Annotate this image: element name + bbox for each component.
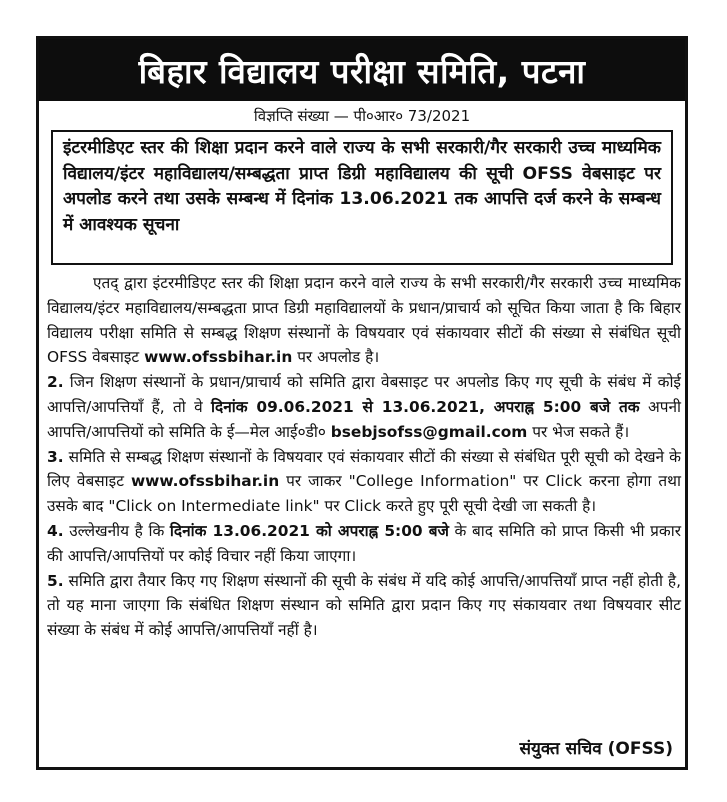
website-link-2[interactable]: www.ofssbihar.in	[130, 472, 280, 491]
paragraph-3-text-b: पर जाकर "College Information" पर Click करना होगा तथा उसके बाद "Click on Intermediate link" पर Click करते हुए पूरी सूची देखी जा सकती है।	[47, 472, 681, 516]
paragraph-1	[47, 271, 681, 370]
paragraph-2-number: 2.	[47, 373, 64, 392]
paragraph-2-deadline: दिनांक 09.06.2021 से 13.06.2021, अपराह्न 5:00 बजे तक	[211, 397, 640, 416]
paragraph-4-text-b: के बाद समिति को प्राप्त किसी भी प्रकार की आपत्ति/आपत्तियों पर कोई विचार नहीं किया जाएगा।	[47, 521, 681, 565]
paragraph-5-text: समिति द्वारा तैयार किए गए शिक्षण संस्थानों की सूची के संबंध में यदि कोई आपत्ति/आपत्तियाँ प्राप्त नहीं होती है, तो यह माना जाएगा कि संबंधित शिक्षण संस्थान को समिति द्वारा प्रदान किए गए संकायवार तथा विषयवार सीट संख्या के संबंध में कोई आपत्ति/आपत्तियाँ नहीं है।	[47, 571, 681, 640]
subject-box	[51, 130, 673, 265]
subject-text: इंटरमीडिएट स्तर की शिक्षा प्रदान करने वाले राज्य के सभी सरकारी/गैर सरकारी उच्च माध्यमिक विद्यालय/इंटर महाविद्यालय/सम्बद्धता प्राप्त डिग्री महाविद्यालय की सूची OFSS वेबसाइट पर अपलोड करने तथा उसके सम्बन्ध में दिनांक 13.06.2021 तक आपत्ति दर्ज करने के सम्बन्ध में आवश्यक सूचना	[63, 138, 661, 235]
website-link[interactable]: www.ofssbihar.in	[144, 348, 293, 367]
paragraph-4-deadline: दिनांक 13.06.2021 को अपराह्न 5:00 बजे	[169, 521, 449, 540]
paragraph-2-text-c: पर भेज सकते हैं।	[527, 422, 630, 441]
notice-header	[39, 39, 685, 101]
paragraph-4-number: 4.	[47, 521, 64, 540]
paragraph-5	[47, 569, 681, 643]
notice-body	[47, 271, 681, 643]
paragraph-2	[47, 370, 681, 444]
notice-frame	[36, 36, 688, 770]
paragraph-1-tail: पर अपलोड है।	[292, 348, 380, 367]
paragraph-4-text-a: उल्लेखनीय है कि	[63, 521, 170, 540]
notice-title: बिहार विद्यालय परीक्षा समिति, पटना	[138, 51, 586, 91]
paragraph-2-text-a: जिन शिक्षण संस्थानों के प्रधान/प्राचार्य को समिति द्वारा वेबसाइट पर अपलोड किए गए सूची के संबंध में कोई आपत्ति/आपत्तियाँ हैं, तो वे	[47, 373, 681, 416]
signature: संयुक्त सचिव (OFSS)	[519, 739, 673, 759]
paragraph-1-text: एतद् द्वारा इंटरमीडिएट स्तर की शिक्षा प्रदान करने वाले राज्य के सभी सरकारी/गैर सरकारी उच्च माध्यमिक विद्यालय/इंटर महाविद्यालय/सम्बद्धता प्राप्त डिग्री महाविद्यालयों के प्रधान/प्राचार्य को सूचित किया जाता है कि बिहार विद्यालय परीक्षा समिति से सम्बद्ध शिक्षण संस्थानों के विषयवार एवं संकायवार सीटों की संख्या से संबंधित सूची OFSS वेबसाइट	[47, 274, 681, 367]
paragraph-2-text-b: अपनी आपत्ति/आपत्तियों को समिति के ई—मेल आई०डी०	[47, 397, 682, 441]
paragraph-3	[47, 445, 681, 519]
paragraph-3-number: 3.	[47, 447, 64, 466]
email-link[interactable]: bsebjsofss@gmail.com	[330, 422, 528, 441]
paragraph-3-text-a: समिति से सम्बद्ध शिक्षण संस्थानों के विषयवार एवं संकायवार सीटों की संख्या से संबंधित पूरी सूची को देखने के लिए वेबसाइट	[47, 447, 681, 491]
reference-number: विज्ञप्ति संख्या — पी०आर० 73/2021	[253, 107, 471, 125]
paragraph-4	[47, 519, 681, 569]
paragraph-5-number: 5.	[47, 571, 64, 590]
